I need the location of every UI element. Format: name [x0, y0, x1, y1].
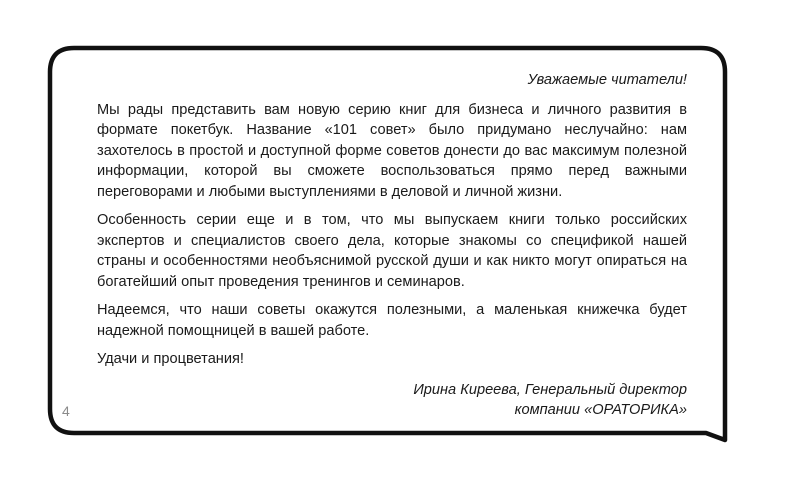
- signature-name-title: Ирина Киреева, Генеральный директор: [413, 381, 687, 398]
- letter-greeting: Уважаемые читатели!: [527, 72, 687, 88]
- signature-block: [97, 380, 687, 421]
- paragraph-wish: Удачи и процветания!: [97, 351, 244, 367]
- paragraph-hope: Надеемся, что наши советы окажутся полезными, а маленькая книжечка будет надежной помощницей в вашей работе.: [97, 302, 687, 339]
- letter-body: [97, 70, 687, 421]
- page-number: 4: [62, 403, 70, 419]
- signature-company: компании «ОРАТОРИКА»: [514, 402, 687, 418]
- paragraph-intro: Мы рады представить вам новую серию книг для бизнеса и личного развития в формате покетбук. Название «101 совет» было придумано неслучайно: нам захотелось в простой и доступной форме советов донести до вас максимум полезной информации, которой вы сможете воспользоваться прямо перед важными переговорами и любыми выступлениями в деловой и личной жизни.: [97, 101, 687, 200]
- paragraph-series-feature: Особенность серии еще и в том, что мы выпускаем книги только российских экспертов и специалистов своего дела, которые знакомы со спецификой нашей страны и особенностями необъяснимой русской души и как никто могут опираться на богатейший опыт проведения тренингов и семинаров.: [97, 212, 687, 290]
